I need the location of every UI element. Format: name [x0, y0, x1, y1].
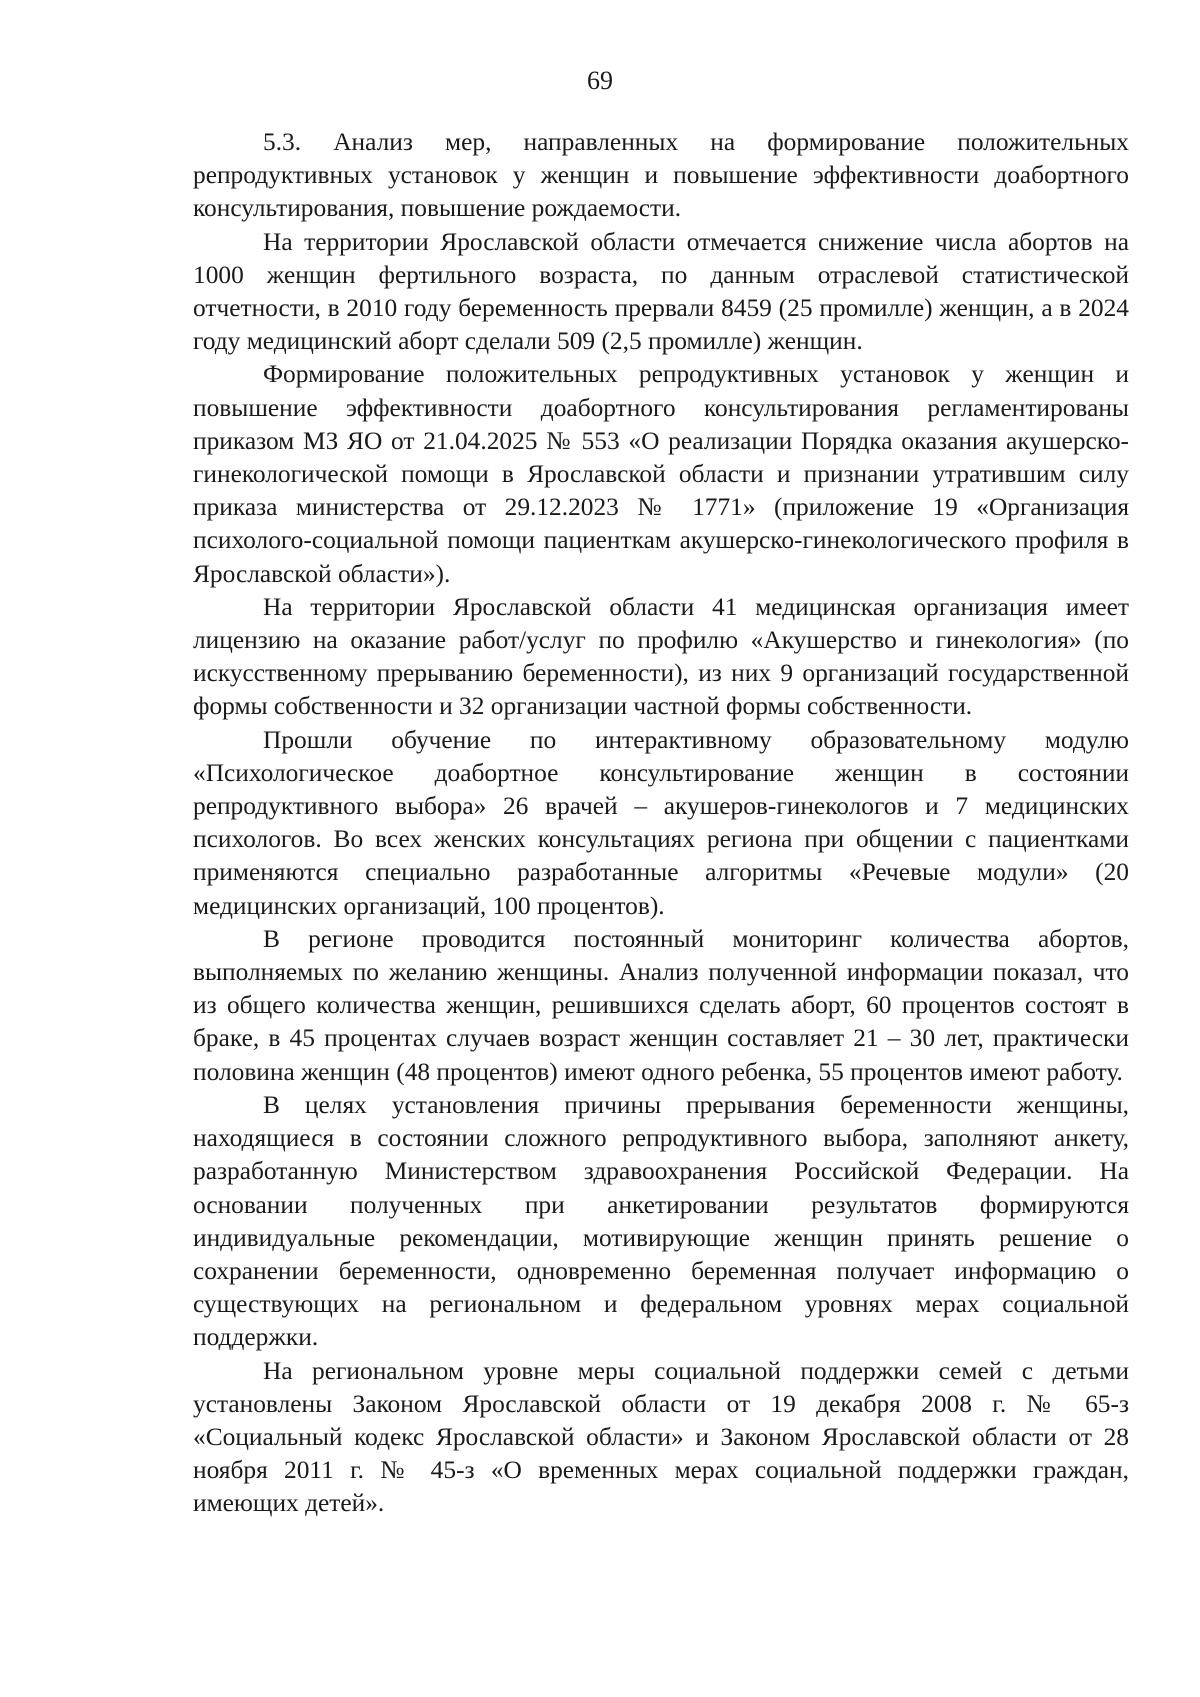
section-heading-paragraph: 5.3. Анализ мер, направленных на формирование положительных репродуктивных установок у женщин и повышение эффективности доабортного консультирования, повышение рождаемости.	[193, 128, 1129, 223]
page-number: 69	[587, 66, 613, 95]
abortion-statistics-paragraph: На территории Ярославской области отмечается снижение числа абортов на 1000 женщин фертильного возраста, по данным отраслевой статистической отчетности, в 2010 году беременность прервали 8459 (25 промилле) женщин, а в 2024 году медицинский аборт сделали 509 (2,5 промилле) женщин.	[193, 227, 1129, 356]
document-body	[193, 126, 1129, 1521]
monitoring-paragraph: В регионе проводится постоянный мониторинг количества абортов, выполняемых по желанию женщины. Анализ полученной информации показал, что из общего количества женщин, решившихся сделать аборт, 60 процентов состоят в браке, в 45 процентах случаев возраст женщин составляет 21 – 30 лет, практически половина женщин (48 процентов) имеют одного ребенка, 55 процентов имеют работу.	[193, 924, 1129, 1086]
questionnaire-paragraph: В целях установления причины прерывания беременности женщины, находящиеся в состоянии сложного репродуктивного выбора, заполняют анкету, разработанную Министерством здравоохранения Российской Федерации. На основании полученных при анкетировании результатов формируются индивидуальные рекомендации, мотивирующие женщин принять решение о сохранении беременности, одновременно беременная получает информацию о существующих на региональном и федеральном уровнях мерах социальной поддержки.	[193, 1090, 1129, 1352]
social-support-paragraph: На региональном уровне меры социальной поддержки семей с детьми установлены Законом Ярославской области от 19 декабря 2008 г. № 65-з «Социальный кодекс Ярославской области» и Законом Ярославской области от 28 ноября 2011 г. № 45-з «О временных мерах социальной поддержки граждан, имеющих детей».	[193, 1356, 1129, 1518]
training-paragraph: Прошли обучение по интерактивному образовательному модулю «Психологическое доабортное консультирование женщин в состоянии репродуктивного выбора» 26 врачей – акушеров-гинекологов и 7 медицинских психологов. Во всех женских консультациях региона при общении с пациентками применяются специально разработанные алгоритмы «Речевые модули» (20 медицинских организаций, 100 процентов).	[193, 725, 1129, 920]
licensed-organizations-paragraph: На территории Ярославской области 41 медицинская организация имеет лицензию на оказание работ/услуг по профилю «Акушерство и гинекология» (по искусственному прерыванию беременности), из них 9 организаций государственной формы собственности и 32 организации частной формы собственности.	[193, 592, 1129, 721]
regulation-order-paragraph: Формирование положительных репродуктивных установок у женщин и повышение эффективности доабортного консультирования регламентированы приказом МЗ ЯО от 21.04.2025 № 553 «О реализации Порядка оказания акушерско-гинекологической помощи в Ярославской области и признании утратившим силу приказа министерства от 29.12.2023 № 1771» (приложение 19 «Организация психолого-социальной помощи пациенткам акушерско-гинекологического профиля в Ярославской области»).	[193, 360, 1129, 588]
